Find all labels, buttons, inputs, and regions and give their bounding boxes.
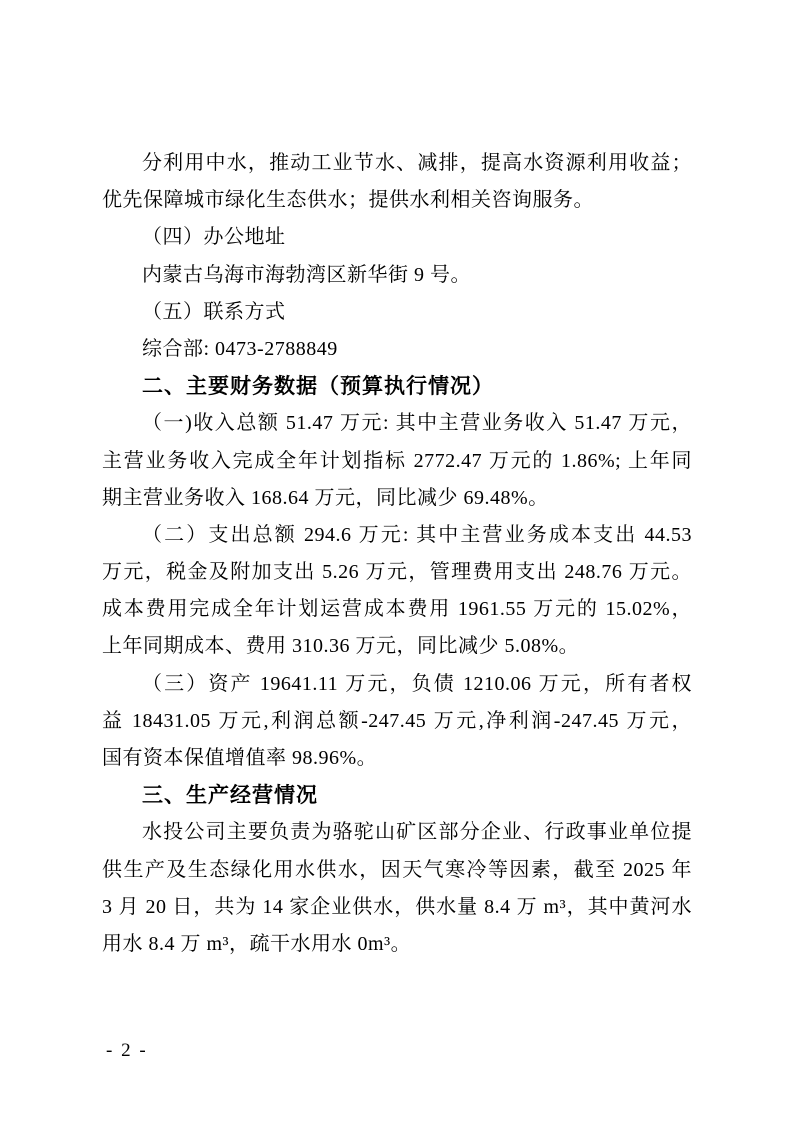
doc-line: 优先保障城市绿化生态供水；提供水利相关咨询服务。 — [102, 189, 594, 212]
document-body — [102, 145, 692, 963]
doc-line-expense: 万元，税金及附加支出 5.26 万元，管理费用支出 248.76 万元。 — [102, 561, 692, 584]
page-number: - 2 - — [106, 1040, 148, 1061]
doc-line-assets: 国有资本保值增值率 98.96%。 — [102, 747, 378, 769]
section-heading-production-operations: 三、生产经营情况 — [142, 784, 318, 808]
doc-line-expense: （二）支出总额 294.6 万元: 其中主营业务成本支出 44.53 — [142, 523, 692, 546]
doc-line-operations: 水投公司主要负责为骆驼山矿区部分企业、行政事业单位提 — [142, 821, 692, 844]
subsection-heading-contact: （五）联系方式 — [142, 300, 286, 323]
doc-line-operations: 3 月 20 日，共为 14 家企业供水，供水量 8.4 万 m³，其中黄河水 — [102, 895, 692, 918]
doc-line-expense: 上年同期成本、费用 310.36 万元，同比减少 5.08%。 — [102, 635, 580, 658]
subsection-heading-office-address: （四）办公地址 — [142, 226, 286, 249]
section-heading-finance-data: 二、主要财务数据（预算执行情况） — [142, 375, 494, 399]
doc-line-income: 期主营业务收入 168.64 万元，同比减少 69.48%。 — [102, 486, 549, 509]
doc-line-operations: 供生产及生态绿化用水供水，因天气寒冷等因素，截至 2025 年 — [102, 858, 692, 881]
doc-line-phone: 综合部: 0473-2788849 — [142, 337, 338, 360]
doc-line-continued-paragraph: 分利用中水，推动工业节水、减排，提高水资源利用收益； — [142, 152, 692, 174]
doc-line-assets: （三）资产 19641.11 万元，负债 1210.06 万元，所有者权 — [142, 672, 692, 695]
doc-line-expense: 成本费用完成全年计划运营成本费用 1961.55 万元的 15.02%， — [102, 598, 692, 621]
doc-line-operations: 用水 8.4 万 m³，疏干水用水 0m³。 — [102, 932, 412, 955]
doc-line-assets: 益 18431.05 万元,利润总额-247.45 万元,净利润-247.45 万元， — [102, 709, 692, 732]
doc-line-address: 内蒙古乌海市海勃湾区新华街 9 号。 — [142, 263, 471, 286]
doc-line-income: （一)收入总额 51.47 万元: 其中主营业务收入 51.47 万元， — [142, 412, 692, 435]
doc-line-income: 主营业务收入完成全年计划指标 2772.47 万元的 1.86%; 上年同 — [102, 449, 692, 472]
